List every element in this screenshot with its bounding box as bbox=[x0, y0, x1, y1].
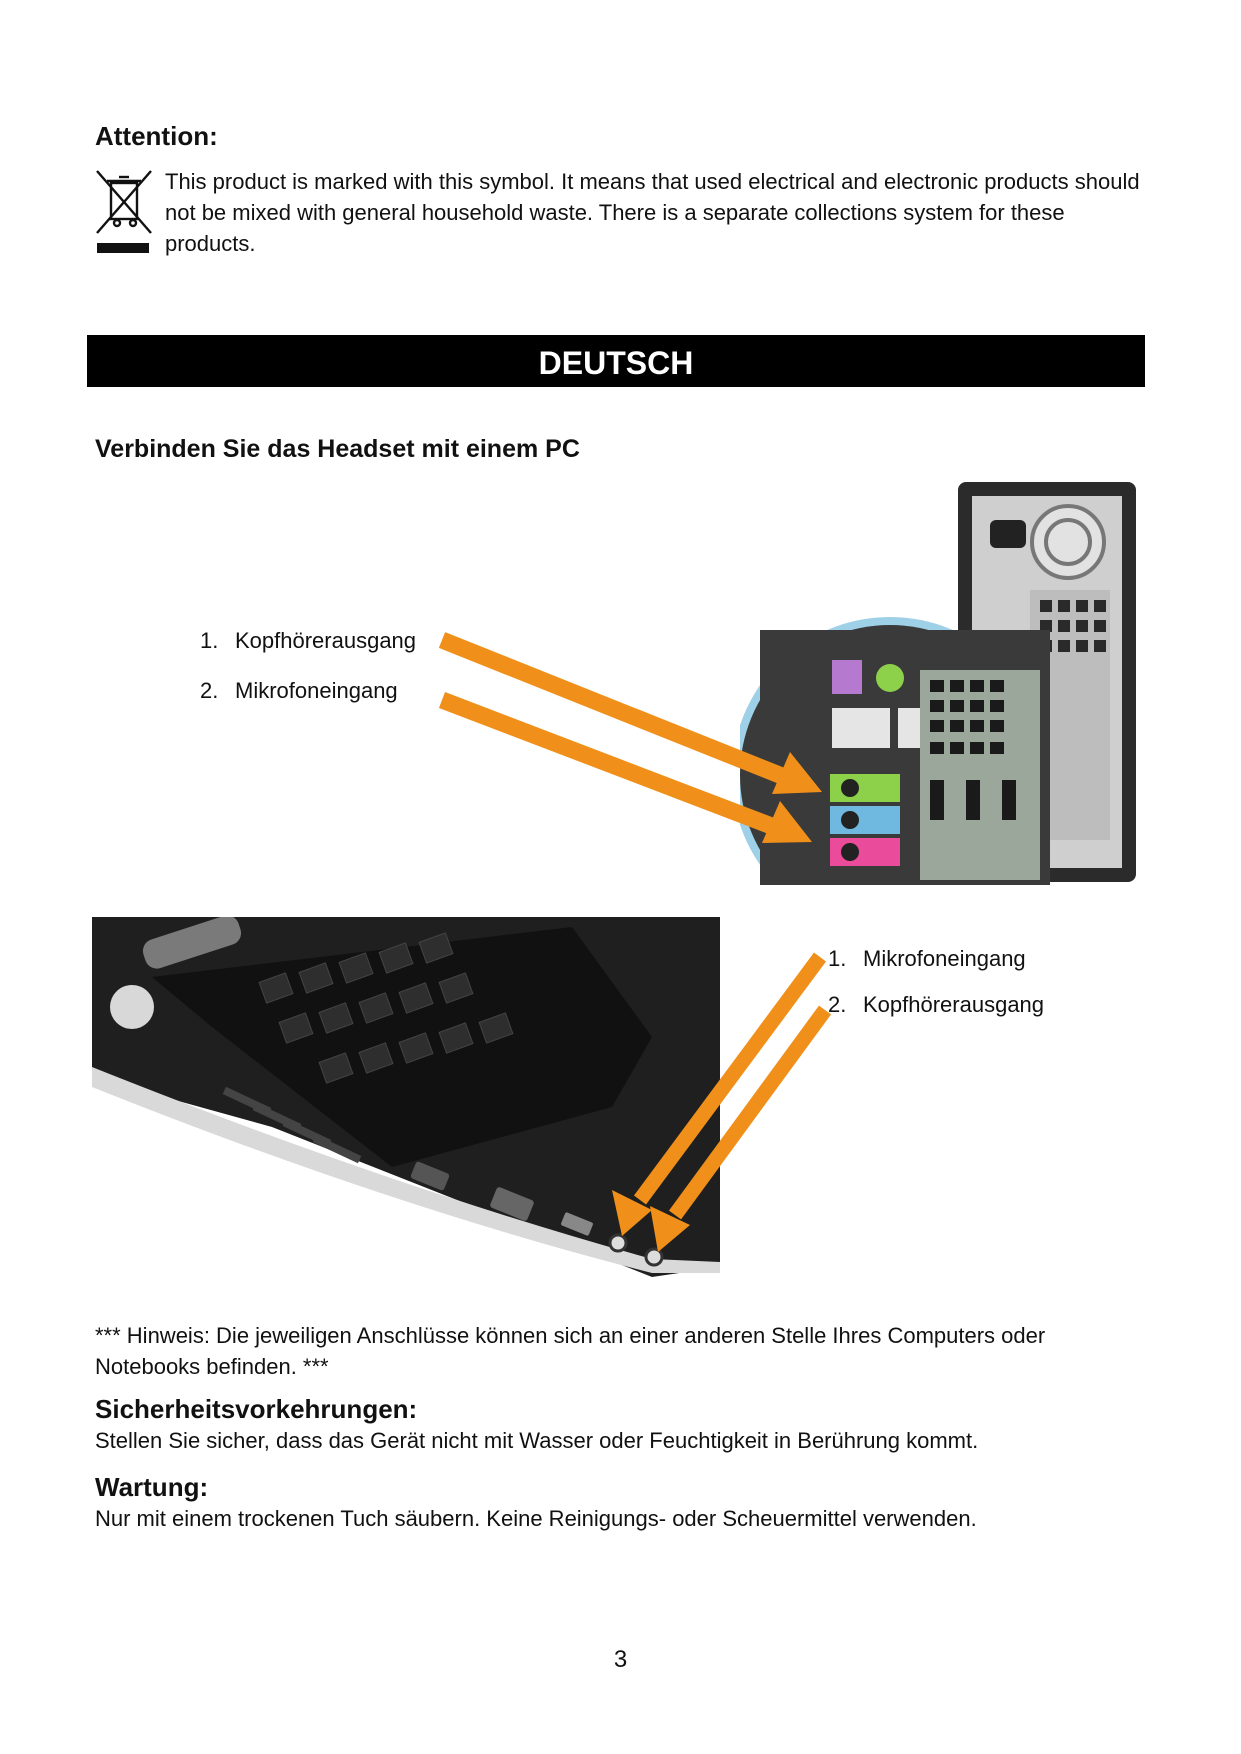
safety-heading: Sicherheitsvorkehrungen: bbox=[95, 1394, 418, 1424]
pc-port-number: 1. bbox=[200, 628, 219, 653]
language-bar: DEUTSCH bbox=[87, 335, 1145, 387]
maintenance-text: Nur mit einem trockenen Tuch säubern. Keine Reinigungs- oder Scheuermittel verwenden. bbox=[95, 1506, 977, 1531]
notebook-port-label: Kopfhörerausgang bbox=[863, 992, 1045, 1017]
attention-text: This product is marked with this symbol. It means that used electrical and electronic products should not be mixed with general household waste. There is a separate collections system for these products. bbox=[165, 169, 1140, 256]
safety-text: Stellen Sie sicher, dass das Gerät nicht mit Wasser oder Feuchtigkeit in Berührung kommt. bbox=[95, 1428, 979, 1453]
notebook-port-item bbox=[828, 945, 1026, 973]
notebook-port-label: Mikrofoneingang bbox=[863, 946, 1026, 971]
section-title: Verbinden Sie das Headset mit einem PC bbox=[95, 435, 580, 463]
page-number: 3 bbox=[613, 1646, 628, 1673]
crossed-out-wheelie-bin-icon bbox=[93, 167, 155, 259]
pc-port-label: Kopfhörerausgang bbox=[235, 628, 417, 653]
pc-rear-panel-image bbox=[740, 480, 1140, 885]
attention-heading: Attention: bbox=[95, 121, 218, 151]
pc-port-item bbox=[200, 677, 398, 705]
pc-port-number: 2. bbox=[200, 678, 219, 703]
pc-port-label: Mikrofoneingang bbox=[235, 678, 398, 703]
pc-port-item bbox=[200, 627, 416, 655]
notebook-port-item bbox=[828, 991, 1044, 1019]
notebook-port-number: 2. bbox=[828, 992, 847, 1017]
notebook-side-image bbox=[92, 917, 720, 1297]
maintenance-heading: Wartung: bbox=[95, 1472, 209, 1502]
note-text: *** Hinweis: Die jeweiligen Anschlüsse können sich an einer anderen Stelle Ihres Computers oder Notebooks befinden. *** bbox=[95, 1323, 1046, 1379]
notebook-port-number: 1. bbox=[828, 946, 847, 971]
